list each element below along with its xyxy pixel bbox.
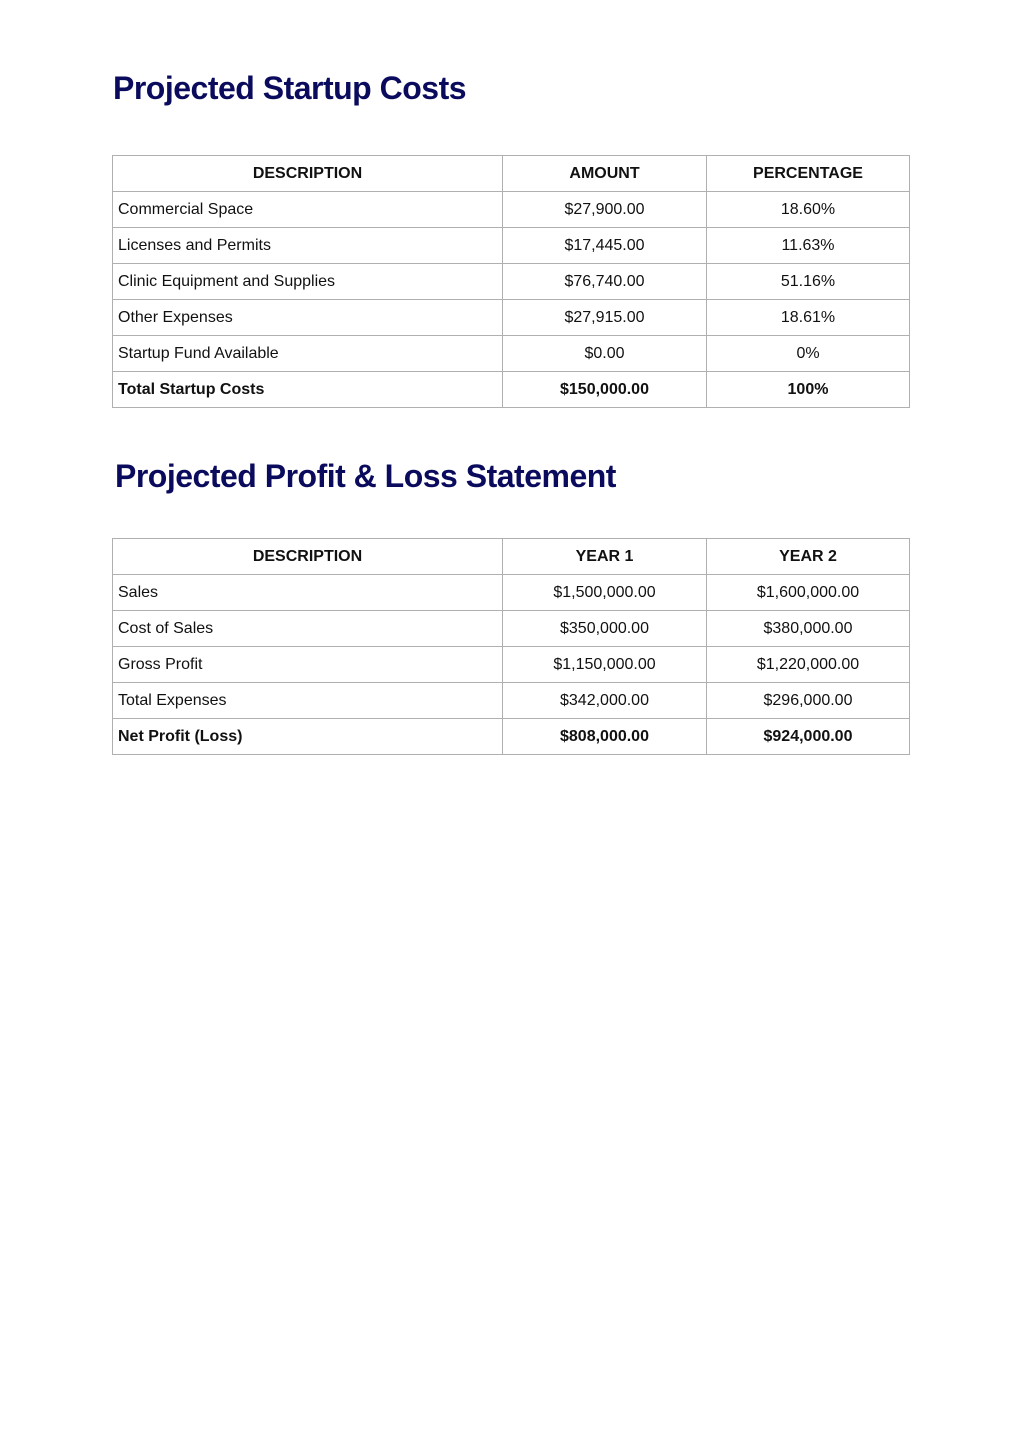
cell-value-2: 0% bbox=[707, 336, 910, 372]
cell-value-2: 100% bbox=[707, 372, 910, 408]
cell-value-2: $296,000.00 bbox=[707, 683, 910, 719]
cell-value-2: 11.63% bbox=[707, 228, 910, 264]
cell-value-1: $76,740.00 bbox=[503, 264, 707, 300]
cell-value-2: $1,220,000.00 bbox=[707, 647, 910, 683]
table-row bbox=[113, 683, 910, 719]
cell-value-2: 51.16% bbox=[707, 264, 910, 300]
cell-value-2: $1,600,000.00 bbox=[707, 575, 910, 611]
cell-description: Other Expenses bbox=[113, 300, 503, 336]
table-row bbox=[113, 611, 910, 647]
table-row bbox=[113, 300, 910, 336]
header-amount: AMOUNT bbox=[503, 156, 707, 192]
cell-value-1: $1,150,000.00 bbox=[503, 647, 707, 683]
cell-value-1: $0.00 bbox=[503, 336, 707, 372]
cell-description: Clinic Equipment and Supplies bbox=[113, 264, 503, 300]
cell-value-2: $924,000.00 bbox=[707, 719, 910, 755]
table-row bbox=[113, 264, 910, 300]
header-description: DESCRIPTION bbox=[113, 156, 503, 192]
cell-description: Total Startup Costs bbox=[113, 372, 503, 408]
cell-value-1: $808,000.00 bbox=[503, 719, 707, 755]
cell-value-1: $27,915.00 bbox=[503, 300, 707, 336]
cell-value-1: $342,000.00 bbox=[503, 683, 707, 719]
header-year-2: YEAR 2 bbox=[707, 539, 910, 575]
total-row bbox=[113, 372, 910, 408]
table-row bbox=[113, 575, 910, 611]
table-header-row bbox=[113, 539, 910, 575]
cell-value-2: $380,000.00 bbox=[707, 611, 910, 647]
cell-description: Commercial Space bbox=[113, 192, 503, 228]
header-year-1: YEAR 1 bbox=[503, 539, 707, 575]
table-row bbox=[113, 228, 910, 264]
cell-description: Net Profit (Loss) bbox=[113, 719, 503, 755]
cell-value-1: $17,445.00 bbox=[503, 228, 707, 264]
cell-value-1: $150,000.00 bbox=[503, 372, 707, 408]
startup-costs-table bbox=[112, 155, 910, 408]
header-description: DESCRIPTION bbox=[113, 539, 503, 575]
cell-description: Sales bbox=[113, 575, 503, 611]
total-row bbox=[113, 719, 910, 755]
cell-value-2: 18.61% bbox=[707, 300, 910, 336]
cell-value-1: $27,900.00 bbox=[503, 192, 707, 228]
cell-description: Gross Profit bbox=[113, 647, 503, 683]
cell-description: Total Expenses bbox=[113, 683, 503, 719]
cell-description: Cost of Sales bbox=[113, 611, 503, 647]
header-percentage: PERCENTAGE bbox=[707, 156, 910, 192]
cell-value-1: $350,000.00 bbox=[503, 611, 707, 647]
table-header-row bbox=[113, 156, 910, 192]
table-row bbox=[113, 192, 910, 228]
startup-costs-title: Projected Startup Costs bbox=[113, 70, 467, 106]
profit-loss-table bbox=[112, 538, 910, 755]
cell-description: Licenses and Permits bbox=[113, 228, 503, 264]
cell-value-1: $1,500,000.00 bbox=[503, 575, 707, 611]
table-row bbox=[113, 336, 910, 372]
cell-value-2: 18.60% bbox=[707, 192, 910, 228]
profit-loss-title: Projected Profit & Loss Statement bbox=[115, 458, 616, 494]
cell-description: Startup Fund Available bbox=[113, 336, 503, 372]
table-row bbox=[113, 647, 910, 683]
